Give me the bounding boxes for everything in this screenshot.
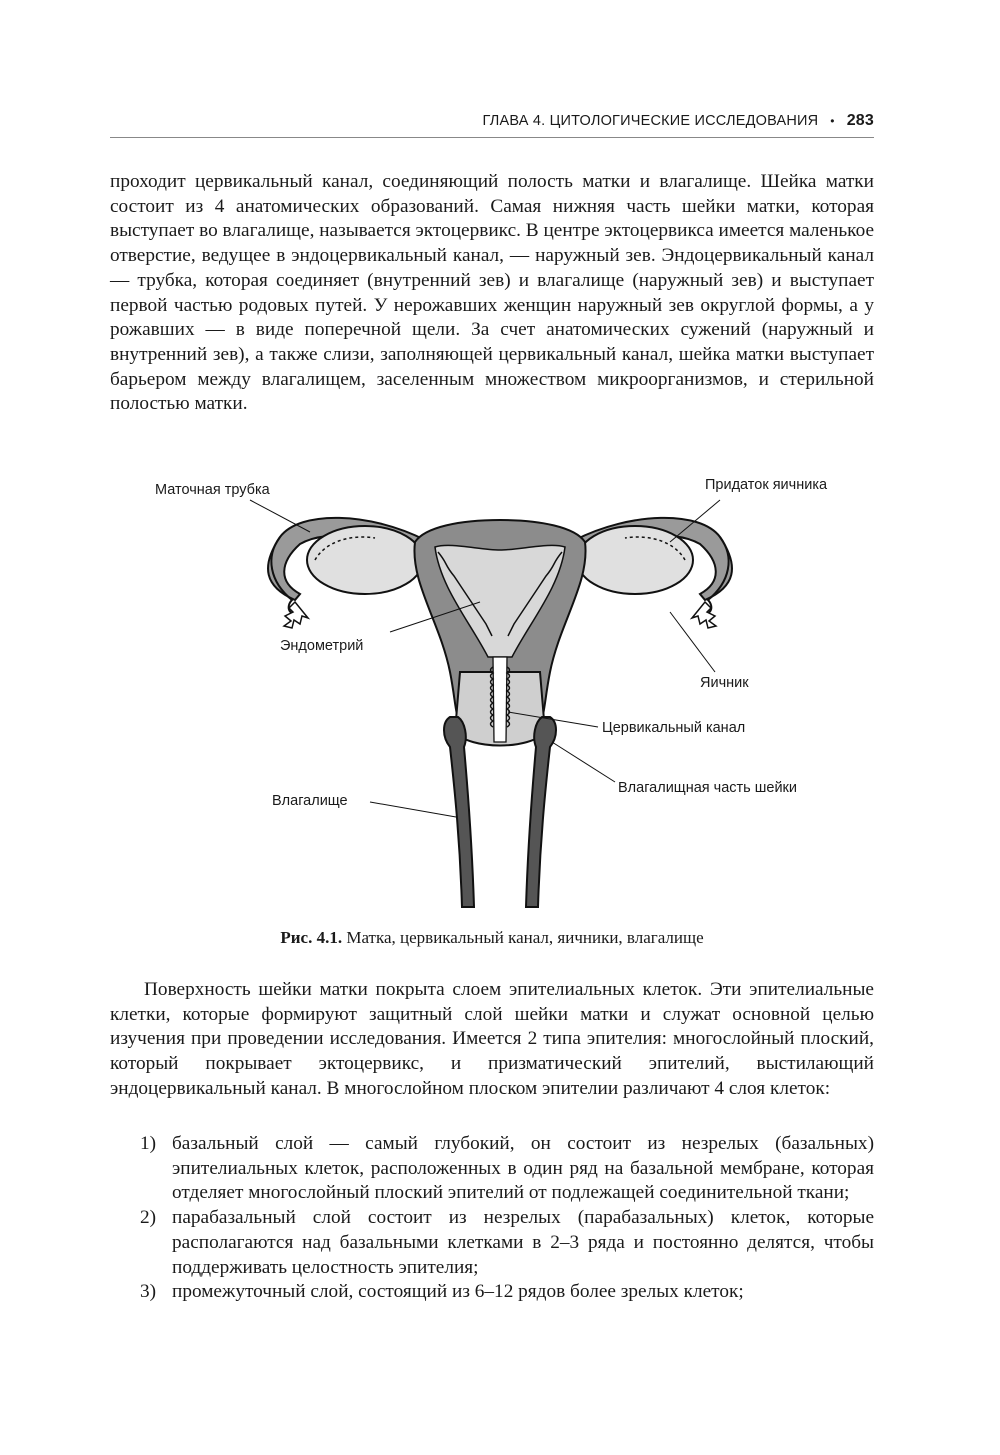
header-divider	[110, 137, 874, 138]
left-ovary	[307, 526, 423, 594]
body-paragraph-2: Поверхность шейки матки покрыта слоем эпителиальных клеток. Эти эпителиальные клетки, которые формируют защитный слой шейки матки и служат основной целью изучения при проведении исследования. Имеется 2 типа эпителия: многослойный плоский, который покрывает эктоцервикс, и призматический эпителий, выстилающий эндоцервикальный канал. В многослойном плоском эпителии различают 4 слоя клеток:	[110, 979, 874, 1099]
caption-text: Матка, цервикальный канал, яичники, влагалище	[346, 928, 704, 947]
label-endometrium: Эндометрий	[280, 638, 364, 654]
uterus-figure	[150, 472, 850, 912]
list-item	[140, 1206, 874, 1280]
list-item-number: 3)	[140, 1281, 157, 1303]
list-item-text: парабазальный слой состоит из незрелых (парабазальных) клеток, которые располагаются над базальными клетками в 2–3 ряда и постоянно делятся, чтобы поддерживать целостность эпителия;	[172, 1207, 874, 1278]
list-item-text: промежуточный слой, состоящий из 6–12 рядов более зрелых клеток;	[172, 1281, 744, 1303]
label-vaginal-cervix: Влагалищная часть шейки	[618, 780, 798, 796]
running-header	[110, 108, 874, 134]
caption-number: Рис. 4.1.	[280, 928, 343, 947]
epithelium-layers-list	[140, 1132, 874, 1305]
list-item-text: базальный слой — самый глубокий, он состоит из незрелых (базальных) эпителиальных клеток, расположенных в один ряд на базальной мембране, которая отделяет многослойный плоский эпителий от подлежащей соединительной ткани;	[172, 1133, 874, 1204]
label-cervical-canal: Цервикальный канал	[602, 720, 746, 736]
cervical-canal	[493, 657, 507, 742]
uterus-diagram	[150, 472, 850, 912]
right-ovary	[577, 526, 693, 594]
figure-caption	[110, 928, 874, 948]
label-vagina: Влагалище	[272, 793, 348, 809]
list-item	[140, 1132, 874, 1206]
page-number: 283	[846, 112, 874, 129]
label-epoophoron: Придаток яичника	[705, 477, 828, 493]
list-item-number: 1)	[140, 1133, 157, 1154]
body-paragraph-1: проходит цервикальный канал, соединяющий полость матки и влагалище. Шейка матки состоит из 4 анатомических образований. Самая нижняя часть шейки матки, которая выступает во влагалище, называется эктоцервикс. В центре эктоцервикса имеется маленькое отверстие, ведущее в эндоцервикальный канал, — наружный зев. Эндоцервикальный канал — трубка, которая соединяет (внутренний зев) и влагалище (наружный зев) и выступает первой частью родовых путей. У нерожавших женщин наружный зев округлой формы, а у рожавших — в виде поперечной щели. За счет анатомических сужений (наружный и внутренний зев), а также слизи, заполняющей цервикальный канал, шейка матки выступает барьером между влагалищем, заселенным множеством микроорганизмов, и стерильной полостью матки.	[110, 171, 874, 415]
list-item	[140, 1280, 874, 1305]
label-ovary: Яичник	[700, 675, 749, 691]
header-bullet: •	[830, 114, 835, 128]
vagina-right-wall	[526, 717, 556, 907]
list-item-number: 2)	[140, 1207, 157, 1229]
label-fallopian-tube: Маточная трубка	[155, 482, 270, 498]
chapter-title: ГЛАВА 4. ЦИТОЛОГИЧЕСКИЕ ИССЛЕДОВАНИЯ	[482, 113, 819, 129]
vagina-left-wall	[444, 717, 474, 907]
